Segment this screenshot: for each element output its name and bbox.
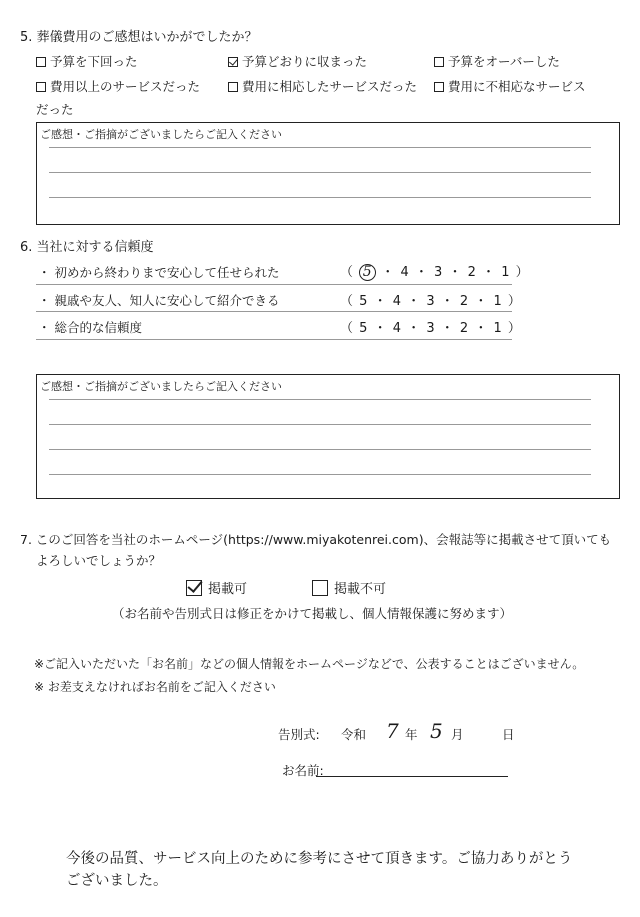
q6-item-label: ・ 総合的な信頼度 — [38, 320, 142, 335]
paren: （ — [340, 294, 355, 309]
separator: ・ — [407, 321, 422, 336]
q5-option-label: 費用に不相応なサービス — [448, 79, 586, 94]
name-request-notice: ※ お差支えなければお名前をご記入ください — [34, 680, 276, 694]
q5-comment-box[interactable] — [36, 122, 620, 225]
rating-option[interactable]: 2 — [459, 294, 470, 309]
separator: ・ — [482, 265, 497, 280]
separator: ・ — [440, 294, 455, 309]
q5-option-label: 予算をオーバーした — [448, 54, 560, 69]
q5-option-over-budget[interactable] — [434, 52, 560, 70]
era-label: 令和 — [341, 727, 367, 742]
q5-option-beyond-cost[interactable] — [36, 77, 200, 95]
separator: ・ — [373, 321, 388, 336]
rating-option[interactable]: 2 — [459, 321, 470, 336]
q5-option-under-budget[interactable] — [36, 52, 138, 70]
rating-option[interactable]: 2 — [467, 265, 477, 280]
row-rule — [36, 311, 512, 312]
month-value[interactable]: 5 — [430, 719, 443, 743]
separator: ・ — [381, 265, 396, 280]
q6-item-label: ・ 初めから終わりまで安心して任せられた — [38, 265, 280, 280]
footer-thanks-line2: ございました。 — [66, 873, 168, 889]
paren: ） — [507, 321, 522, 336]
q5-checkbox-within-budget[interactable] — [228, 57, 238, 67]
q5-checkbox-under-budget[interactable] — [36, 57, 46, 67]
name-field[interactable] — [316, 757, 508, 777]
q6-comment-box[interactable] — [36, 374, 620, 499]
rating-option[interactable]: 3 — [426, 321, 436, 336]
rating-option[interactable]: 4 — [392, 321, 403, 336]
rating-option[interactable]: 3 — [434, 265, 444, 280]
rating-option[interactable]: 1 — [493, 321, 503, 336]
q5-option-below-cost[interactable] — [434, 77, 586, 95]
q5-checkbox-beyond-cost[interactable] — [36, 82, 46, 92]
q6-title: 6. 当社に対する信頼度 — [20, 240, 154, 255]
q5-option-label: 予算を下回った — [50, 54, 138, 69]
separator: ・ — [407, 294, 422, 309]
q7-title-line2: よろしいでしょうか？ — [36, 553, 162, 568]
q5-option-wrap-text: だった — [36, 102, 74, 117]
q5-option-label: 予算どおりに収まった — [242, 54, 368, 69]
separator: ・ — [474, 294, 489, 309]
comment-rule — [49, 197, 591, 198]
q7-checkbox-publish-ok[interactable] — [186, 580, 202, 596]
rating-option-selected[interactable]: 5 — [359, 264, 376, 281]
day-unit: 日 — [502, 727, 515, 742]
privacy-notice: ※ご記入いただいた「お名前」などの個人情報をホームページなどで、公表することはございません。 — [34, 657, 585, 671]
q5-option-label: 費用以上のサービスだった — [50, 79, 201, 94]
comment-rule — [49, 474, 591, 475]
rating-option[interactable]: 5 — [359, 294, 369, 309]
q7-checkbox-publish-ng[interactable] — [312, 580, 328, 596]
paren: （ — [340, 265, 355, 280]
comment-rule — [49, 399, 591, 400]
q7-option-publish-ng[interactable] — [312, 578, 386, 597]
row-rule — [36, 339, 512, 340]
q7-option-label: 掲載不可 — [334, 582, 387, 597]
q5-checkbox-matching-cost[interactable] — [228, 82, 238, 92]
q5-option-matching-cost[interactable] — [228, 77, 417, 95]
q5-checkbox-below-cost[interactable] — [434, 82, 444, 92]
rating-option[interactable]: 4 — [392, 294, 403, 309]
q5-option-within-budget[interactable] — [228, 52, 367, 70]
paren: （ — [340, 321, 355, 336]
separator: ・ — [440, 321, 455, 336]
name-label: お名前: — [282, 763, 324, 778]
q5-comment-hint: ご感想・ご指摘がございましたらご記入ください — [40, 128, 282, 141]
q6-rating-2[interactable] — [340, 290, 522, 309]
q6-comment-hint: ご感想・ご指摘がございましたらご記入ください — [40, 380, 282, 393]
q7-option-publish-ok[interactable] — [186, 578, 247, 597]
comment-rule — [49, 147, 591, 148]
footer-thanks-line1: 今後の品質、サービス向上のために参考にさせて頂きます。ご協力ありがとう — [66, 851, 573, 867]
separator: ・ — [414, 265, 429, 280]
q7-note: （お名前や告別式日は修正をかけて掲載し、個人情報保護に努めます） — [112, 606, 513, 621]
comment-rule — [49, 449, 591, 450]
q6-item-label: ・ 親戚や友人、知人に安心して紹介できる — [38, 293, 280, 308]
q5-title: 5. 葬儀費用のご感想はいかがでしたか？ — [20, 30, 258, 45]
q5-checkbox-over-budget[interactable] — [434, 57, 444, 67]
year-unit: 年 — [405, 727, 418, 742]
month-unit: 月 — [451, 727, 464, 742]
q6-rating-3[interactable] — [340, 317, 522, 336]
separator: ・ — [448, 265, 463, 280]
q5-option-label: 費用に相応したサービスだった — [242, 79, 418, 94]
ceremony-label: 告別式: — [278, 727, 320, 742]
q7-title-line1: 7. このご回答を当社のホームページ(https://www.miyakotenrei.com)、会報誌等に掲載させて頂いても — [20, 532, 612, 547]
rating-option[interactable]: 1 — [501, 265, 511, 280]
row-rule — [36, 284, 512, 285]
rating-option[interactable]: 4 — [400, 265, 410, 280]
comment-rule — [49, 424, 591, 425]
separator: ・ — [373, 294, 388, 309]
rating-option[interactable]: 5 — [359, 321, 369, 336]
paren: ） — [507, 294, 522, 309]
q7-option-label: 掲載可 — [208, 582, 248, 597]
year-value[interactable]: 7 — [386, 719, 399, 743]
separator: ・ — [474, 321, 489, 336]
rating-option[interactable]: 3 — [426, 294, 436, 309]
paren: ） — [515, 265, 530, 280]
q6-rating-1[interactable] — [340, 261, 530, 281]
comment-rule — [49, 172, 591, 173]
rating-option[interactable]: 1 — [493, 294, 503, 309]
